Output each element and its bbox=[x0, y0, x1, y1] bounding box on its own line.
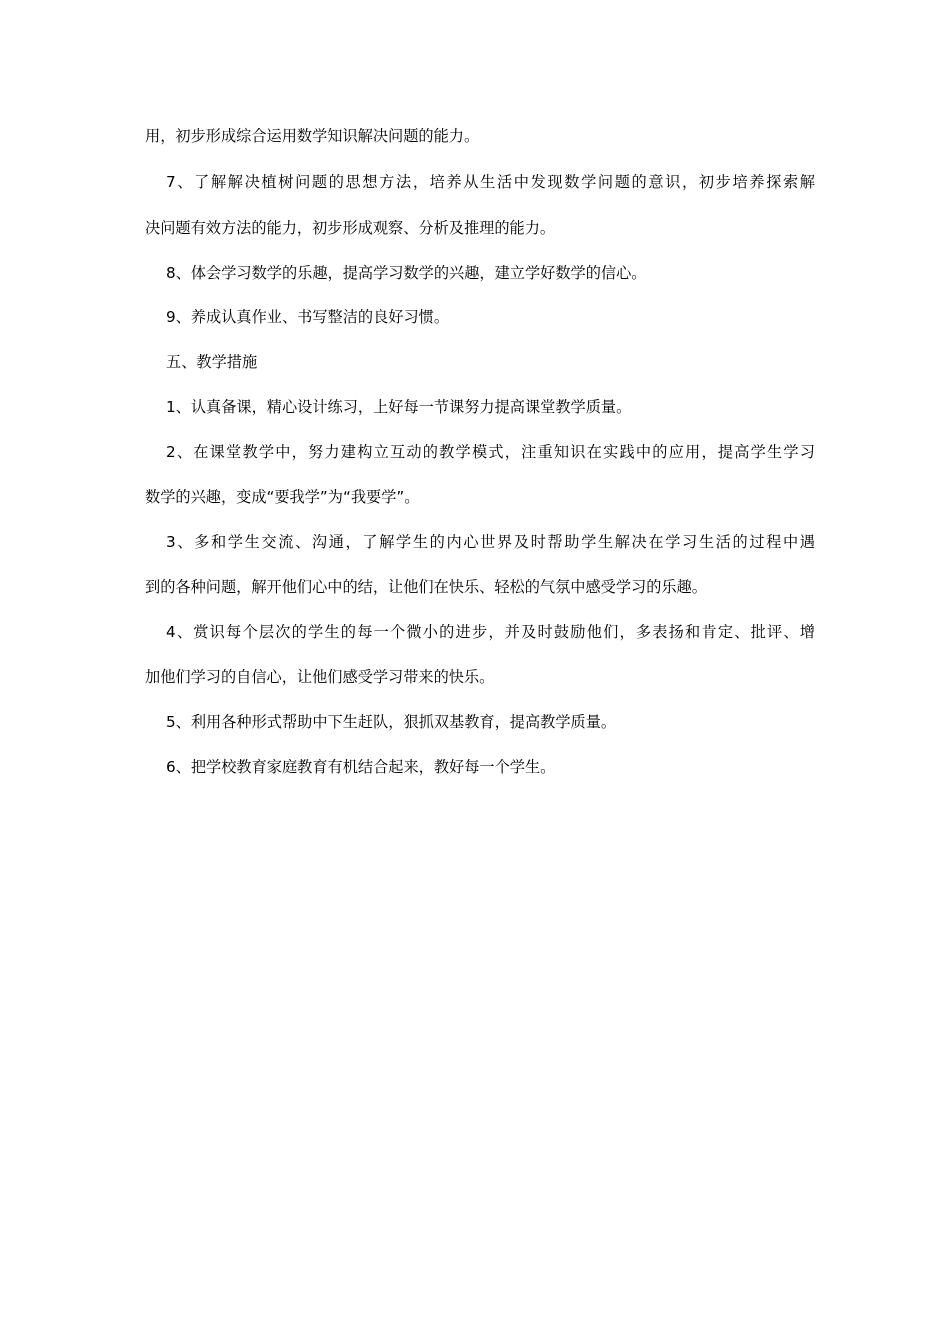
measure-2-line-1: 2、在课堂教学中，努力建构立互动的教学模式，注重知识在实践中的应用，提高学生学习 bbox=[166, 443, 815, 461]
measure-2-line-2: 数学的兴趣，变成“要我学”为“我要学”。 bbox=[145, 488, 420, 506]
item-7-line-2: 决问题有效方法的能力，初步形成观察、分析及推理的能力。 bbox=[145, 219, 556, 237]
measure-6: 6、把学校教育家庭教育有机结合起来，教好每一个学生。 bbox=[166, 758, 556, 776]
measure-4-line-1: 4、赏识每个层次的学生的每一个微小的进步，并及时鼓励他们，多表扬和肯定、批评、增 bbox=[166, 623, 815, 641]
item-8: 8、体会学习数学的乐趣，提高学习数学的兴趣，建立学好数学的信心。 bbox=[166, 264, 647, 282]
item-9: 9、养成认真作业、书写整洁的良好习惯。 bbox=[166, 308, 450, 326]
measure-5: 5、利用各种形式帮助中下生赶队，狠抓双基教育，提高教学质量。 bbox=[166, 713, 617, 731]
paragraph-6-continuation: 用，初步形成综合运用数学知识解决问题的能力。 bbox=[145, 127, 480, 145]
measure-3-line-2: 到的各种问题，解开他们心中的结，让他们在快乐、轻松的气氛中感受学习的乐趣。 bbox=[145, 578, 707, 596]
section-heading-teaching-measures: 五、教学措施 bbox=[166, 353, 258, 371]
measure-1: 1、认真备课，精心设计练习，上好每一节课努力提高课堂教学质量。 bbox=[166, 398, 632, 416]
measure-4-line-2: 加他们学习的自信心，让他们感受学习带来的快乐。 bbox=[145, 668, 495, 686]
item-7-line-1: 7、了解解决植树问题的思想方法，培养从生活中发现数学问题的意识，初步培养探索解 bbox=[166, 173, 815, 191]
measure-3-line-1: 3、多和学生交流、沟通，了解学生的内心世界及时帮助学生解决在学习生活的过程中遇 bbox=[166, 533, 815, 551]
